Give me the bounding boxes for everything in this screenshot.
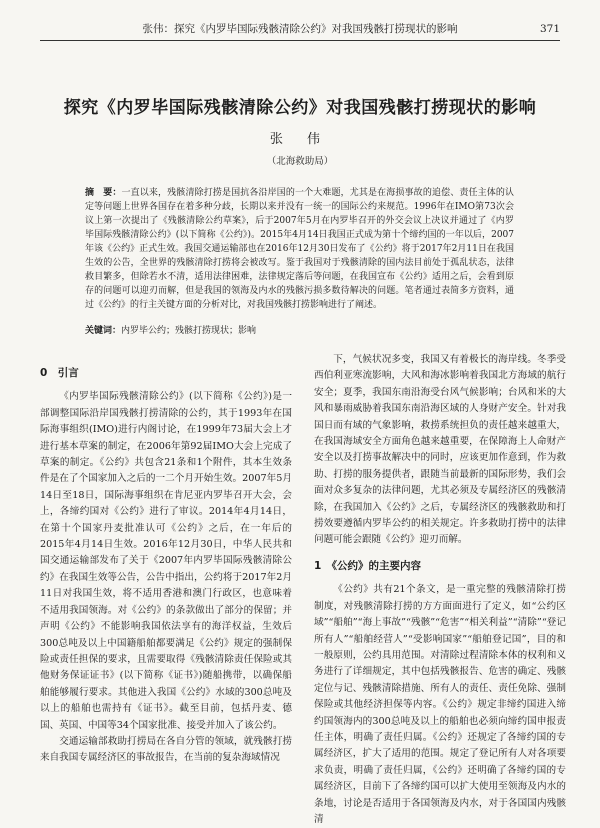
intro-heading: 0 引言 <box>40 367 79 379</box>
running-header <box>40 18 560 41</box>
paper-title: 探究《内罗毕国际残骸清除公约》对我国残骸打捞现状的影响 <box>63 98 537 118</box>
keywords <box>85 324 514 338</box>
section1-heading: 1 《公约》的主要内容 <box>314 559 422 572</box>
right-column <box>314 352 566 828</box>
body-paragraph: 《内罗毕国际残骸清除公约》(以下简称《公约》)是一部调整国际沿岸国残骸打捞清除的公约，其于1993年在国际海事组织(IMO)进行内阁讨论，在1999年73届大会上才进行基本草案的制定，在2006年第92届IMO大会上完成了草案的制定。《公约》共包含21条和1个附件，其本生效条件是在了个国家加入之后的一二个月开始生效。2007年5月14日至18日，国际海事组织在肯尼亚内罗毕召开大会，会上，各缔约国对《公约》进行了审议。2014年4月14日，在第十个国家丹麦批准认可《公约》之后，在一年后的2015年4月14日生效。2016年12月30日，中华人民共和国交通运输部发布了关于《2007年内罗毕国际残骸清除公约》在我国生效等公告，公告中指出，公约将于2017年2月11日对我国生效，将不适用香港和澳门行政区，也意味着不适用我国领海。对《公约》的条款做出了部分的保留；并声明《公约》不能影响我国依法享有的海洋权益，生效后300总吨及以上中国籍船舶都要满足《公约》规定的强制保险或责任担保的要求，且需要取得《残骸清除责任保险或其他财务保证证书》(以下简称《证书》)随船携带，以确保船舶能够履行要求。其他进入我国《公约》水域的300总吨及以上的船舶也需持有《证书》。截至目前，包括丹麦、德国、英国、中国等34个国家批准、接受并加入了该公约。 <box>40 391 292 731</box>
keywords-label: 关键词： <box>85 326 122 336</box>
author-affiliation: （北海救助局） <box>266 156 334 167</box>
keywords-text: 内罗毕公约；残骸打捞现状；影响 <box>121 326 257 336</box>
page-number: 371 <box>539 23 560 35</box>
abstract <box>85 186 514 312</box>
abstract-label: 摘 要： <box>85 188 122 198</box>
body-paragraph: 交通运输部救助打捞局在各自分管的领域，就残骸打捞来自我国专属经济区的事故报告，在当前的复杂海域情况 <box>40 735 292 764</box>
body-paragraph: 《公约》共有21个条文，是一重完整的残骸清除打捞制度，对残骸清除打捞的方方面面进行了定义，如“公约区域”“船舶”“海上事故”“残骸”“危害”“相关利益”“清除”“登记所有人”“船舶经营人”“受影响国家”“船舶登记国”，目的和一般原则，公约具用范围。对清除过程清除本体的权利和义务进行了详细规定，其中包括残骸报告、危害的确定、残骸定位与记、残骸清除措施、所有人的责任、责任免除、强制保险或其他经济担保等内容。《公约》规定非缔约国进入缔约国领海内的300总吨及以上的船舶也必须向缔约国申报责任主体，明确了责任归属。《公约》还规定了各缔约国的专属经济区，扩大了适用的范围。规定了登记所有人对各项要求负责，明确了责任归属，《公约》还明确了各缔约国的专属经济区，目前下了各缔约国可以扩大使用至领海及内水的条地，讨论是否适用于各国领海及内水，对于各国国内残骸清 <box>314 584 566 825</box>
running-title: 张伟：探究《内罗毕国际残骸清除公约》对我国残骸打捞现状的影响 <box>142 23 458 35</box>
author-name: 张 伟 <box>269 132 331 147</box>
abstract-text: 一直以来，残骸清除打捞是国抗各沿岸国的一个大难题，尤其是在海损事故的追偿、责任主体的认定等问题上世界各国存在着多种分歧，长期以来并没有一统一的国际公约来规范。1996年在IMO第73次会议上第一次提出了《残骸清除公约草案》，后于2007年5月在内罗毕召开的外交会议上决议并通过了《内罗毕国际残骸清除公约》(以下简称《公约》)。2015年4月14日我国正式成为第十个缔约国的一年以后，2007年该《公约》正式生效。我国交通运输部也在2016年12月30日发布了《公约》将于2017年2月11日在我国生效的公告，全世界的残骸清除打捞将会被改写。鉴于我国对于残骸清除的国内法目前处于孤乱状态，法律救目繁多，但除若水不清，适用法律困难，法律规定落后等问题，在我国宣布《公约》适用之后，会看到原存的问题可以迎刃而解，但是我国的领海及内水的残骸污损多数待解决的问题。笔者通过表简多方资料，通过《公约》的行主关键方面的分析对比，对我国残骸打捞影响进行了阐述。 <box>85 188 514 310</box>
left-column <box>40 365 292 767</box>
body-paragraph: 下，气候状况多变，我国又有着极长的海岸线。冬季受西伯利亚寒流影响，大风和海冰影响着我国北方海域的航行安全；夏季，我国东南沿海受台风气候影响；台风和米的大风和暴雨威胁着我国东南沿海区域的人身财产安全。针对我国日而有域的气象影响，救捞系统担负的责任越来越重大，在我国海域安全方面角色越来越重要，在保障海上人命财产安全以及打捞事故解决中的同时，应该更加作意到，作为救助、打捞的服务提供者，跟随当前最新的国际形势，我们会面对众多复杂的法律问题，尤其必须及专属经济区的残骸清除，在我国加入《公约》之后，专属经济区的残骸救助和打捞效要遵循内罗毕公约的相关规定。许多救助打捞中的法律问题可能会跟随《公约》迎刃而解。 <box>314 354 566 546</box>
